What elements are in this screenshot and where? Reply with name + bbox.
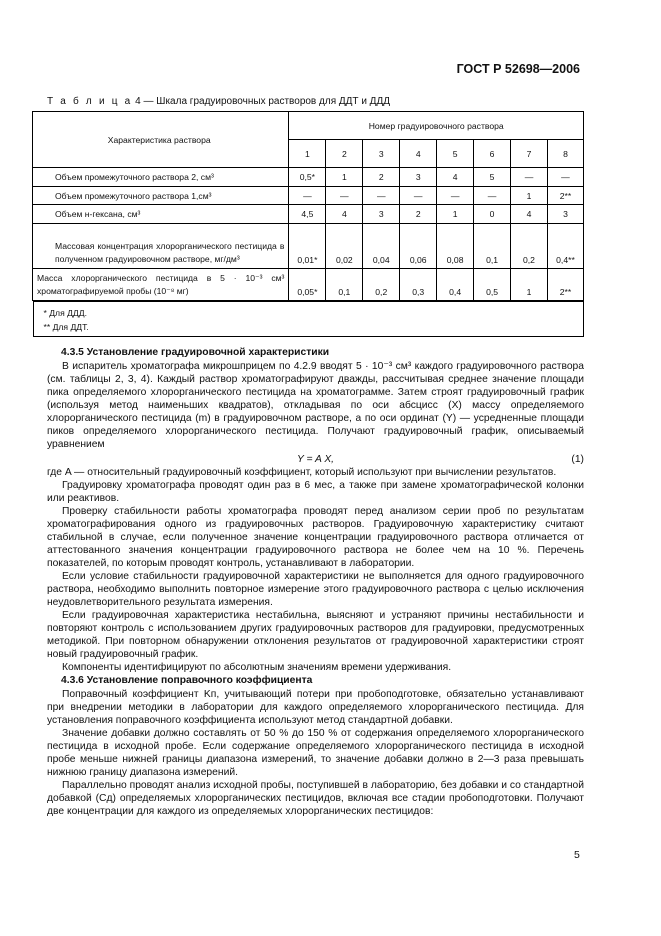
cell: — xyxy=(363,187,400,205)
cell: — xyxy=(289,187,326,205)
paragraph: Если градуировочная характеристика нестабильна, выясняют и устраняют причины нестабильности и повторяют контроль с использованием других градуировочных растворов для градуировки, предусмотренных методикой. При повторном обнаружении отклонения результатов от градуировочной характеристики строят новый градуировочный график. xyxy=(47,610,584,660)
cell: 4 xyxy=(326,205,363,224)
table-caption xyxy=(47,96,390,107)
row-label: Массовая концентрация хлорорганического пестицида в полученном градуировочном растворе, мг/дм³ xyxy=(33,224,289,269)
calibration-table xyxy=(32,111,584,337)
cell: — xyxy=(326,187,363,205)
col-number: 5 xyxy=(437,140,474,168)
cell: 3 xyxy=(547,205,583,224)
cell: 1 xyxy=(437,205,474,224)
col-number: 7 xyxy=(511,140,548,168)
body-text xyxy=(47,346,584,818)
cell: 3 xyxy=(400,168,437,187)
col-number: 8 xyxy=(547,140,583,168)
paragraph: В испаритель хроматографа микрошприцем по 4.2.9 вводят 5 · 10⁻³ см³ каждого градуировочного раствора (см. таблицы 2, 3, 4). Каждый раствор хроматографируют дважды, рассчитывая среднее значение площади пика определяемого хлорорганического пестицида на хроматограмме. Затем строят градуировочный график (используя метод наименьших квадратов), откладывая по оси абсцисс (X) массу определяемого хлорорганического пестицида (m) в градуировочном растворе, а по оси ординат (Y) — усредненные площади пиков определяемого хлорорганического пестицида. Получают градуировочный график, описываемый уравнением xyxy=(47,361,584,450)
column-header-solution-number: Номер градуировочного раствора xyxy=(289,112,584,140)
cell: 0,2 xyxy=(511,224,548,269)
cell: 2** xyxy=(547,187,583,205)
col-number: 6 xyxy=(474,140,511,168)
cell: 0,02 xyxy=(326,224,363,269)
cell: 0,01* xyxy=(289,224,326,269)
cell: 4 xyxy=(437,168,474,187)
section-4-3-6-title: 4.3.6 Установление поправочного коэффициента xyxy=(61,675,313,686)
table-row xyxy=(33,224,584,269)
paragraph-where: где A — относительный градуировочный коэффициент, который используют при вычислении результатов. xyxy=(47,467,557,478)
cell: 4,5 xyxy=(289,205,326,224)
cell: 2 xyxy=(363,168,400,187)
paragraph: Проверку стабильности работы хроматографа проводят перед анализом серии проб по результатам хроматографирования одного из градуировочных растворов. Градуировочную характеристику считают стабильной в случае, если полученное значение концентрации градуировочного раствора отличается от аттестованного значения концентрации градуировочного раствора не более чем на 10 %. Перечень показателей, по которым проводят контроль, устанавливают в лаборатории. xyxy=(47,506,584,569)
cell: — xyxy=(400,187,437,205)
cell: — xyxy=(474,187,511,205)
cell: 0,4 xyxy=(437,269,474,301)
cell: 0,2 xyxy=(363,269,400,301)
table-row xyxy=(33,205,584,224)
caption-text: Шкала градуировочных растворов для ДДТ и ДДД xyxy=(156,96,391,107)
cell: 0,4** xyxy=(547,224,583,269)
paragraph: Значение добавки должно составлять от 50 % до 150 % от содержания определяемого хлорорганического пестицида в исходной пробе. Если содержание определяемого хлорорганического пестицида в исходной пробе меньше нижней границы диапазона измерений, то значение добавки должно в 2—3 раза превышать нижнюю границу диапазона измерений. xyxy=(47,728,584,778)
paragraph: Компоненты идентифицируют по абсолютным значениям времени удерживания. xyxy=(62,662,452,673)
table-footnotes xyxy=(33,301,584,337)
cell: 0,5* xyxy=(289,168,326,187)
table-row xyxy=(33,269,584,301)
cell: 1 xyxy=(326,168,363,187)
cell: 0,1 xyxy=(326,269,363,301)
row-label: Объем н-гексана, см³ xyxy=(33,205,289,224)
equation-1 xyxy=(47,453,584,466)
cell: 1 xyxy=(511,269,548,301)
page-number: 5 xyxy=(574,849,580,861)
cell: 2** xyxy=(547,269,583,301)
cell: 1 xyxy=(511,187,548,205)
table-row xyxy=(33,187,584,205)
table-row xyxy=(33,168,584,187)
row-label: Объем промежуточного раствора 2, см³ xyxy=(33,168,289,187)
cell: — xyxy=(437,187,474,205)
col-number: 2 xyxy=(326,140,363,168)
cell: 3 xyxy=(363,205,400,224)
cell: 2 xyxy=(400,205,437,224)
footnote-ddt: ** Для ДДТ. xyxy=(43,322,89,332)
col-number: 1 xyxy=(289,140,326,168)
col-number: 3 xyxy=(363,140,400,168)
cell: 0,04 xyxy=(363,224,400,269)
cell: 5 xyxy=(474,168,511,187)
cell: 4 xyxy=(511,205,548,224)
equation-number: (1) xyxy=(571,454,584,465)
caption-number: 4 — xyxy=(135,96,154,107)
paragraph: Поправочный коэффициент Kп, учитывающий потери при пробоподготовке, обязательно устанавливают при внедрении методики в лаборатории для каждого определяемого хлорорганического пестицида. Для установления поправочного коэффициента используют метод стандартной добавки. xyxy=(47,689,584,726)
cell: 0,3 xyxy=(400,269,437,301)
cell: — xyxy=(511,168,548,187)
document-code: ГОСТ Р 52698—2006 xyxy=(456,62,580,76)
row-label: Объем промежуточного раствора 1,см³ xyxy=(33,187,289,205)
cell: 0,08 xyxy=(437,224,474,269)
cell: 0,06 xyxy=(400,224,437,269)
column-header-characteristic: Характеристика раствора xyxy=(33,112,289,168)
paragraph: Параллельно проводят анализ исходной пробы, поступившей в лабораторию, без добавки и со стандартной добавкой (Cд) определяемых хлорорганических пестицидов, включая все стадии пробоподготовки. Получают две концентрации для каждого из определяемых хлорорганических пестицидов: xyxy=(47,780,584,817)
cell: 0,05* xyxy=(289,269,326,301)
caption-label: Т а б л и ц а xyxy=(47,96,133,107)
equation-text: Y = A X, xyxy=(296,454,335,465)
cell: 0,5 xyxy=(474,269,511,301)
footnote-ddd: * Для ДДД. xyxy=(43,308,87,318)
cell: — xyxy=(547,168,583,187)
section-4-3-5-title: 4.3.5 Установление градуировочной характеристики xyxy=(61,347,330,358)
cell: 0,1 xyxy=(474,224,511,269)
cell: 0 xyxy=(474,205,511,224)
col-number: 4 xyxy=(400,140,437,168)
paragraph: Градуировку хроматографа проводят один раз в 6 мес, а также при замене хроматографической колонки или реактивов. xyxy=(47,480,584,504)
row-label: Масса хлорорганического пестицида в 5 · 10⁻³ см³ хроматографируемой пробы (10⁻⁸ мг) xyxy=(33,269,289,301)
paragraph: Если условие стабильности градуировочной характеристики не выполняется для одного градуировочного раствора, необходимо выполнить повторное измерение этого градуировочного раствора с целью исключения неудовлетворительного результата измерения. xyxy=(47,571,584,608)
